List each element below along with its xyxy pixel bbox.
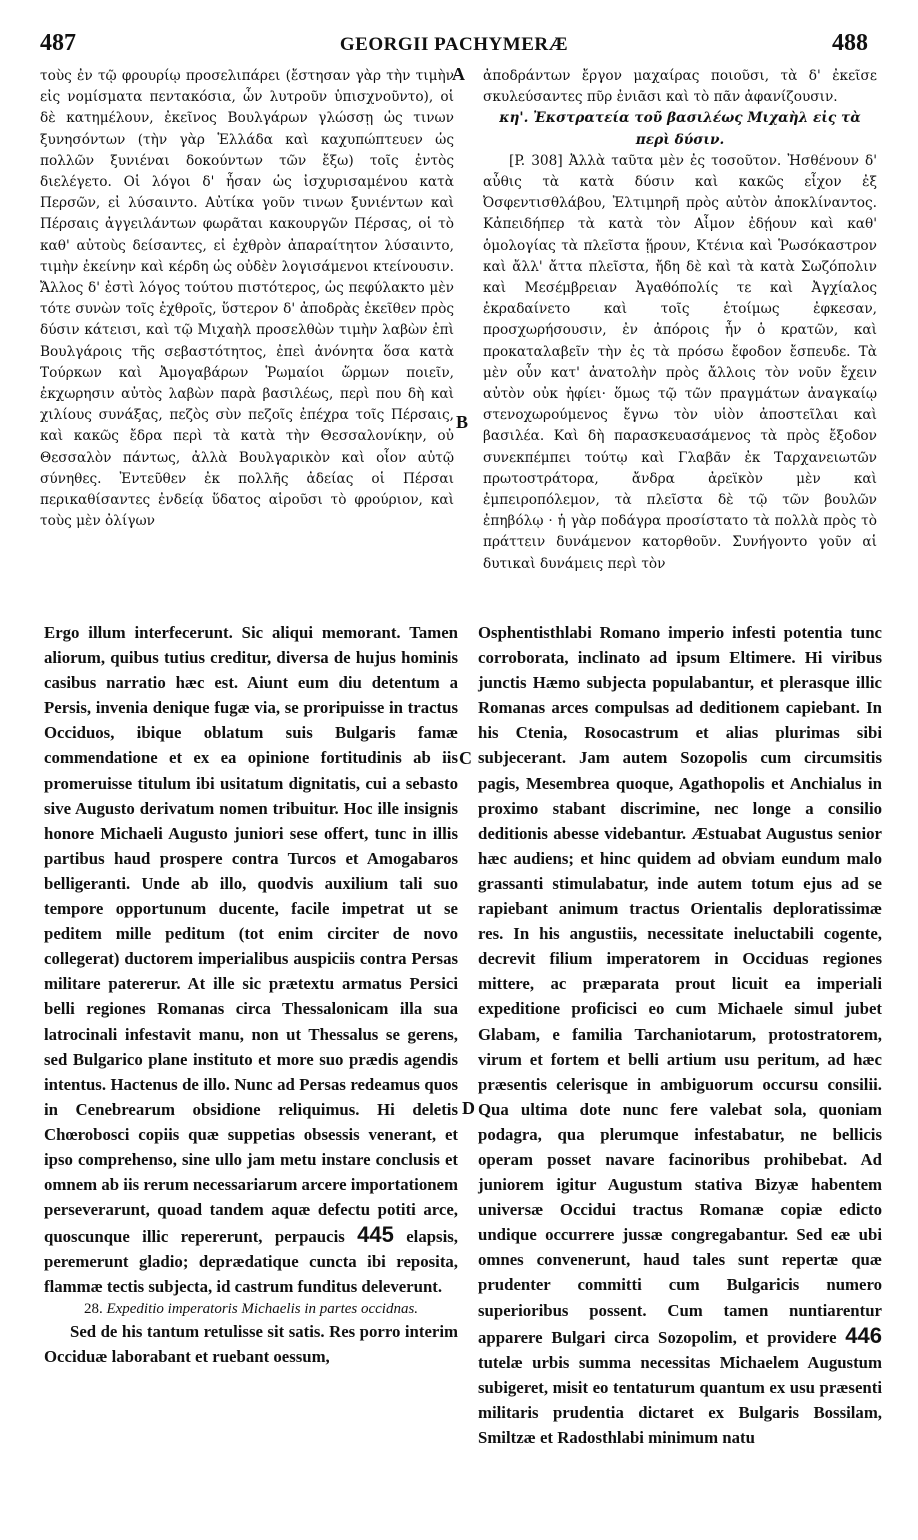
margin-letter-c: C — [459, 748, 472, 768]
latin-paragraph: Sed de his tantum retulisse sit satis. Res porro interim Occiduæ laborabant et ruebant oessum, — [44, 1321, 458, 1366]
latin-column-right — [478, 620, 882, 1450]
page-number-left: 487 — [40, 30, 76, 56]
latin-paragraph — [478, 620, 882, 1450]
latin-text: Osphentisthlabi Romano imperio infesti potentia tunc corroborata, inclinato ad ipsum Eltimere. Hi viribus junctis Hæmo subjecta populabantur, et plerasque illic Romanas arces compulsas ad deditionem capiebant. In his Ctenia, Rosocastrum et alias plurimas sibi subjecerant. Jam autem Sozopolis cum circumsitis pagis, Mesembrea quoque, Agathopolis et Anchialus in proximo stabant discrimine, nec longe a consilio deditionis abesse videbantur. Æstuabat Augustus senior hæc audiens; et hinc quidem ad obviam eundum malo grassanti stimulabatur, inde autem totum ejus ad se rapiebant animum tractus Orientalis deploratissimæ res. In his angustiis, necessitate ineluctabili cogente, decrevit filium imperatorem in Occiduas regiones mittere, ac præparata prout licuit ea imperiali expeditione proficisci eo cum Michaele simul jubet Glabam, e familia Tarchaniotarum, protostratorem, virum et fortem et belli artium usu peritum, ad hæc præsentis celerisque in ambiguorum occursu consilii. Qua ultima dote nunc fere valebat sola, quoniam podagra, qua plerumque infestabatur, ne bellicis operam posset navare facinoribus prohibebat. Ad juniorem igitur Augustum stativa Bizyæ habentem universæ Occidui tractus Romanæ copiæ edicto undique occurrere jussæ congregabantur. Sed eæ ubi omnes convenerunt, haud tales sunt repertæ quæ prudenter committi cum Bulgaricis numero superioribus possent. Cum tamen nuntiarentur apparere Bulgari circa Sozopolim, et providere — [478, 623, 882, 1347]
page-mark-446: 446 — [845, 1322, 882, 1348]
page-mark-445: 445 — [357, 1222, 394, 1248]
greek-section-heading: κη'. Ἐκστρατεία τοῦ βασιλέως Μιχαὴλ εἰς τὰ περὶ δύσιν. — [499, 110, 861, 148]
latin-text: tutelæ urbis summa necessitas Michaelem Augustum subigeret, misit eo tentaturum quantum ex usu præsenti militaris prudentia dictaret ex Bulgaris Bossilam, Smiltzæ et Radosthlabi minimum natu — [478, 1352, 882, 1447]
greek-column-right — [483, 66, 877, 575]
section-title: Expeditio imperatoris Michaelis in partes occidnas. — [106, 1300, 419, 1317]
latin-text: Ergo illum interfecerunt. Sic aliqui memorant. Tamen aliorum, quibus tutius creditur, diversa de hujus hominis casibus narratio hæc est. Aiunt eum diu detentum a Persis, invenia denique fugæ via, se proripuisse in tractus Occiduos, ibique oblatum suis Bulgaris famæ commendatione et ex ea opinione fortitudinis ab iis promeruisse titulum ibi usitatum dignitatis, cui a sebasto sive Augusto derivatum nomen tribuitur. Hoc ille insignis honore Michaeli Augusto juniori sese offert, tunc in illis partibus haud prospere contra Turcos et Amogabaros belligeranti. Unde ab illo, quodvis auxilium tali suo tempore opportunum ducente, facile impetrat ut se peditem mille peditum (tot enim circiter de novo collegerat) ductorem imperialibus auspiciis contra Persas militare patererur. At ille sic prætextu armatus Persici belli regiones Romanas circa Thessalonicam illa sua latrocinali infestavit manu, non ut Thessalus se gerens, sed Bulgarico plane instituto et more suo prædis agendis intentus. Hactenus de illo. Nunc ad Persas redeamus quos in Cenebrearum obsidione reliquimus. Hi deletis Chœrobosci copiis quæ suppetias obsessis venerant, et ipso comprehenso, sine ullo jam metu instare conclusis et omnem ab iis rerum necessariarum arcere importationem perseverarunt, quoad tandem aquæ defectu potiti arce, quoscunque illic repererunt, perpaucis — [44, 623, 458, 1247]
latin-text: elapsis, peremerunt gladio; deprædatique cuncta ibi reposita, flammæ tectis subjecta, id castrum funditus deleverunt. — [44, 1227, 458, 1297]
latin-column-left — [44, 620, 458, 1369]
section-number: 28. — [83, 1300, 103, 1317]
running-title: GEORGII PACHYMERÆ — [339, 34, 569, 55]
latin-paragraph — [44, 620, 458, 1300]
margin-letter-a: A — [452, 64, 465, 84]
greek-paragraph: ἀποδράντων ἔργον μαχαίρας ποιοῦσι, τὰ δ' ἐκεῖσε σκυλεύσαντες πῦρ ἐνιᾶσι καὶ τὸ πᾶν ἀφανίζουσιν. — [483, 68, 877, 106]
latin-section-heading — [44, 1300, 458, 1319]
page-number-right: 488 — [832, 30, 868, 56]
greek-paragraph: τοὺς ἐν τῷ φρουρίῳ προσελιπάρει (ἔστησαν γὰρ τὴν τιμὴν εἰς νομίσματα πεντακόσια, ὧν λυτροῦν ὑπισχνοῦντο), οἱ δὲ κατημέλουν, ἐκεῖνος Βουλγάρων γλώσσῃ ὡς τινων ξυνησόντων (τὴν γὰρ Ἑλλάδα καὶ καχυπώπτευεν ὡς πολλῶν ξυνιέναι δοκούντων τῶν ἔξω) τοῖς ἐντὸς διελέγετο. Οἱ λόγοι δ' ἦσαν ὡς ἰσχυρισαμένου κατὰ Περσῶν, εἰ λύσαιντο. Αὐτίκα γοῦν τινων ξυνιέντων καὶ Πέρσαις ἀγγειλάντων φωρᾶται κακουργῶν Πέρσας, οἱ τὸ καθ' αὐτοὺς δείσαντες, εἰ ἐχθρὸν ἀπαραίτητον λύσαιντο, τιμὴν ἐκείνην καὶ κέρδη ὡς οὐδὲν λογισάμενοι κτείνουσιν. Ἄλλος δ' ἐστὶ λόγος τούτου πιστότερος, ὡς πεφύλακτο μὲν τότε συνὼν τοῖς ἐχθροῖς, ὕστερον δ' ἀποδρὰς ἐκεῖθεν πρὸς δύσιν κάτεισι, καὶ τῷ Μιχαὴλ προσελθὼν τιμὴν λαβὼν ἐπὶ Βουλγάροις τῆς σεβαστότητος, ἐπεὶ ἀνόνητα ὅσα κατὰ Τούρκων καὶ Ἀμογαβάρων Ῥωμαίοι ὥρμων ποιεῖν, ἐκχωρησιν αὐτὸς λαβὼν παρὰ βασιλέως, περὶ που δὴ καὶ χιλίους συνάξας, πεζὸς σὺν πεζοῖς ἐπέχρα τοῖς Πέρσαις, καὶ κακῶς ἔδρα περὶ τὰ κατὰ τὴν Θεσσαλονίκην, οὐ Θεσσαλὸν πάντως, ἀλλὰ Βουλγαρικὸν καὶ οἷον αὐτῷ σύνηθες. Ἐντεῦθεν ἐκ πολλῆς ἀδείας οἱ Πέρσαι περικαθίσαντες ἐνδείᾳ ὕδατος αἱροῦσι τὸ φρούριον, καὶ τοὺς μὲν ὀλίγων — [40, 68, 454, 530]
margin-letter-b: B — [456, 412, 469, 432]
greek-column-left — [40, 66, 454, 532]
margin-letter-d: D — [462, 1098, 475, 1118]
running-header — [40, 30, 868, 64]
greek-paragraph: [P. 308] Ἀλλὰ ταῦτα μὲν ἐς τοσοῦτον. Ἠσθένουν δ' αὖθις τὰ κατὰ δύσιν καὶ κακῶς εἶχον ἐξ Ὀσφεντισθλάβου, Ἐλτιμηρῆ πρὸς αὐτὸν ἀποκλίναντος. Κἀπειδήπερ τὰ κατὰ τὸν Αἶμον ἐδῄουν καὶ καθ' ὁμολογίας τὰ πλεῖστα ᾕρουν, Κτένια καὶ Ῥωσόκαστρον καὶ ἄλλ' ἄττα πλεῖστα, ἤδη δὲ καὶ τὰ κατὰ Σωζόπολιν καὶ Μεσέμβρειαν Ἀγαθόπολίς τε καὶ Ἀγχίαλος ἐκραδαίνετο καὶ τοῖς ἑτοίμως ἐφκεσαν, προσχωρήσουσιν, ἐν ἀπόροις ἦν ὁ κρατῶν, καὶ προκαταλαβεῖν τὴν ἐς τὰ πρόσω ἔφοδον ἔσπευδε. Τὰ μὲν οὖν κατ' ἀνατολὴν πρὸς ἄλλοις τὸν νοῦν ἔχειν αὐτὸν οὐκ ἠφίει· ὅμως τῷ τῶν πραγμάτων ἀναγκαίῳ στενοχωρούμενος ἔγνω τὸν υἱὸν ἀποστεῖλαι καὶ βασιλέα. Καὶ δὴ παρασκευασάμενος τὰ πρὸς ἔξοδον συνεκπέμπει τούτῳ καὶ Γλαβᾶν ἐκ Ταρχανειωτῶν πρωτοστράτορα, ἄνδρα ἀρεϊκὸν μὲν καὶ ἐμπειροπόλεμον, τὰ πλεῖστα δὲ τῷ τῶν βουλῶν ἐπηβόλῳ · ἡ γὰρ ποδάγρα προσίστατο τὰ πολλὰ πρὸς τὸ πράττειν δυνάμενον κατορθοῦν. Συνήγοντο γοῦν αἱ δυτικαὶ δυνάμεις περὶ τὸν — [483, 152, 877, 572]
